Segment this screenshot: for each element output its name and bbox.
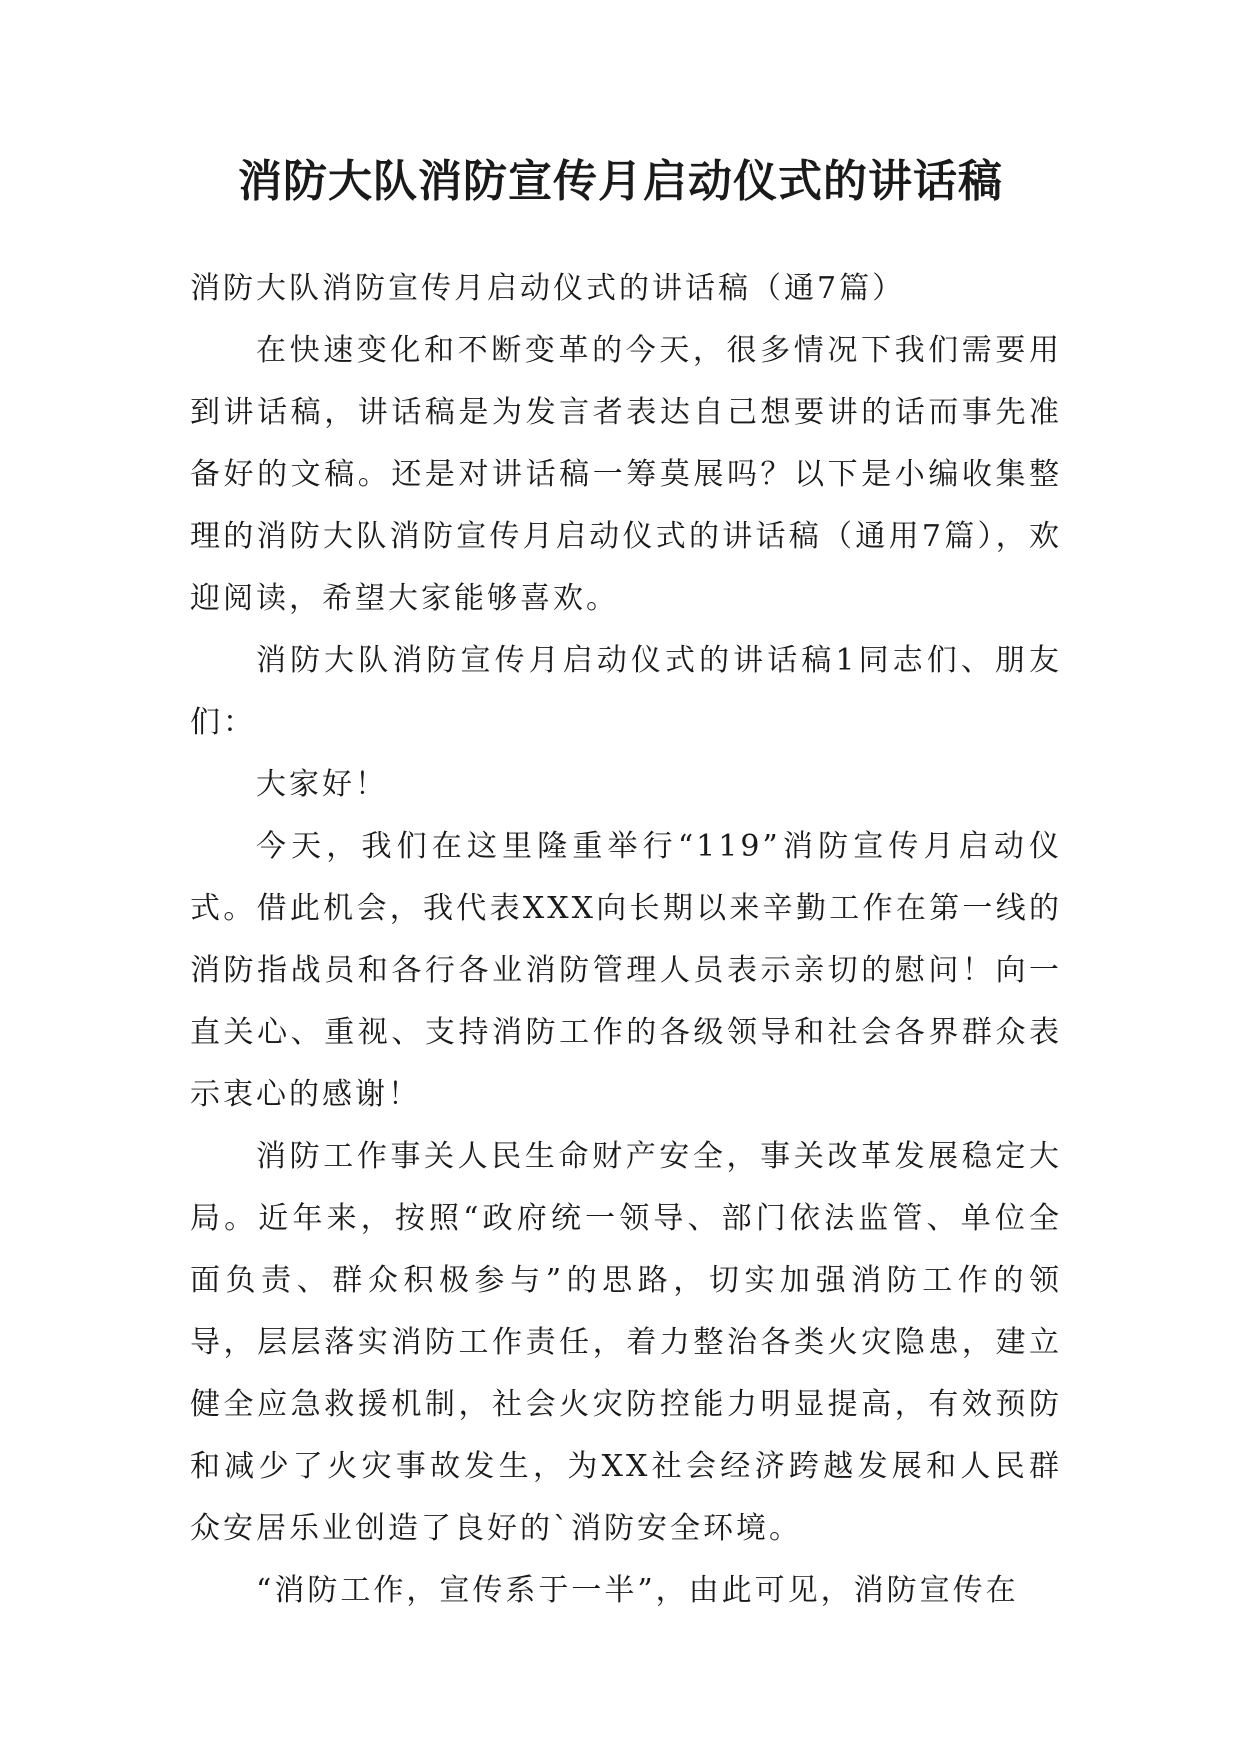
- body-paragraph: 今天，我们在这里隆重举行“119”消防宣传月启动仪式。借此机会，我代表XXX向长期以来辛勤工作在第一线的消防指战员和各行各业消防管理人员表示亲切的慰问！向一直关心、重视、支持消防工作的各级领导和社会各界群众表示衷心的感谢！: [190, 829, 1062, 1112]
- intro-paragraph: 在快速变化和不断变革的今天，很多情况下我们需要用到讲话稿，讲话稿是为发言者表达自己想要讲的话而事先准备好的文稿。还是对讲话稿一筹莫展吗？以下是小编收集整理的消防大队消防宣传月启动仪式的讲话稿（通用7篇），欢迎阅读，希望大家能够喜欢。: [190, 333, 1062, 616]
- greeting-paragraph: 大家好！: [256, 767, 388, 802]
- body-paragraph: 消防工作事关人民生命财产安全，事关改革发展稳定大局。近年来，按照“政府统一领导、部门依法监管、单位全面负责、群众积极参与”的思路，切实加强消防工作的领导，层层落实消防工作责任，着力整治各类火灾隐患，建立健全应急救援机制，社会火灾防控能力明显提高，有效预防和减少了火灾事故发生，为XX社会经济跨越发展和人民群众安居乐业创造了良好的`消防安全环境。: [190, 1139, 1062, 1546]
- subtitle-paragraph: 消防大队消防宣传月启动仪式的讲话稿（通7篇）: [190, 271, 906, 306]
- document-title: 消防大队消防宣传月启动仪式的讲话稿: [238, 156, 1003, 207]
- speech-heading-paragraph: 消防大队消防宣传月启动仪式的讲话稿1同志们、朋友们：: [190, 643, 1062, 740]
- body-paragraph: “消防工作，宣传系于一半”，由此可见，消防宣传在: [256, 1573, 1019, 1608]
- document-body: [190, 258, 1062, 1622]
